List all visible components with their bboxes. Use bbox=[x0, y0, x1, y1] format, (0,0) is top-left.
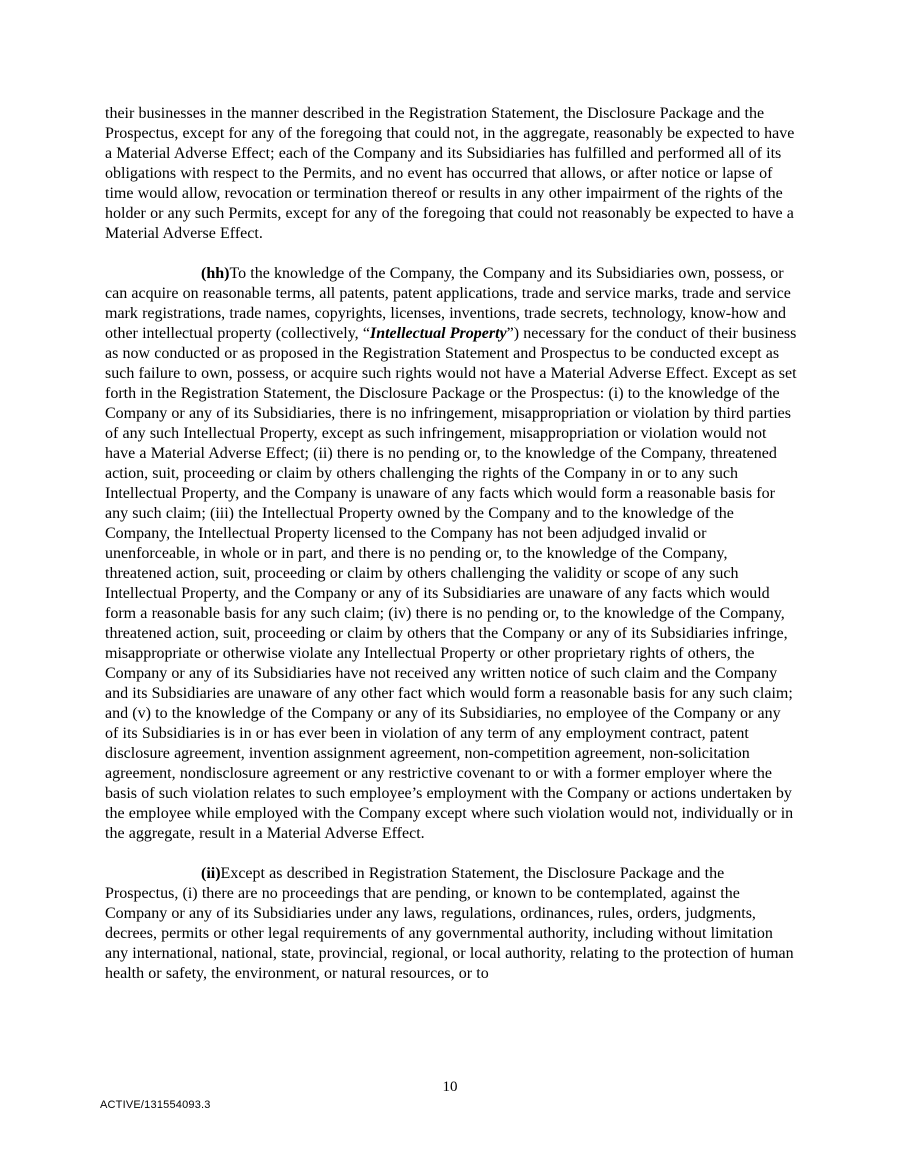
page-number: 10 bbox=[442, 1079, 458, 1095]
footer-document-id: ACTIVE/131554093.3 bbox=[100, 1099, 211, 1111]
text-run: ”) necessary for the conduct of their business as now conducted or as proposed in the Registration Statement and Prospectus to be conducted except as such failure to own, possess, or acquire such rights would not have a Material Adverse Effect. Except as set forth in the Registration Statement, the Disclosure Package or the Prospectus: (i) to the knowledge of the Company or any of its Subsidiaries, there is no infringement, misappropriation or violation by third parties of any such Intellectual Property, except as such infringement, misappropriation or violation would not have a Material Adverse Effect; (ii) there is no pending or, to the knowledge of the Company, threatened action, suit, proceeding or claim by others challenging the rights of the Company in or to any such Intellectual Property, and the Company is unaware of any facts which would form a reasonable basis for any such claim; (iii) the Intellectual Property owned by the Company and to the knowledge of the Company, the Intellectual Property licensed to the Company has not been adjudged invalid or unenforceable, in whole or in part, and there is no pending or, to the knowledge of the Company, threatened action, suit, proceeding or claim by others challenging the validity or scope of any such Intellectual Property, and the Company or any of its Subsidiaries are unaware of any facts which would form a reasonable basis for any such claim; (iv) there is no pending or, to the knowledge of the Company, threatened action, suit, proceeding or claim by others that the Company or any of its Subsidiaries infringe, misappropriate or otherwise violate any Intellectual Property or other proprietary rights of others, the Company or any of its Subsidiaries have not received any written notice of such claim and the Company and its Subsidiaries are unaware of any other fact which would form a reasonable basis for any such claim; and (v) to the knowledge of the Company or any of its Subsidiaries, no employee of the Company or any of its Subsidiaries is in or has ever been in violation of any term of any employment contract, patent disclosure agreement, invention assignment agreement, non-competition agreement, non-solicitation agreement, nondisclosure agreement or any restrictive covenant to or with a former employer where the basis of such violation relates to such employee’s employment with the Company or actions undertaken by the employee while employed with the Company except where such violation would not, individually or in the aggregate, result in a Material Adverse Effect. bbox=[105, 325, 797, 842]
paragraph bbox=[105, 264, 797, 844]
paragraph-label: (ii) bbox=[201, 865, 221, 882]
text-run: Except as described in Registration Statement, the Disclosure Package and the Prospectus, (i) there are no proceedings that are pending, or known to be contemplated, against the Company or any of its Subsidiaries under any laws, regulations, ordinances, rules, orders, judgments, decrees, permits or other legal requirements of any governmental authority, including without limitation any international, national, state, provincial, regional, or local authority, relating to the protection of human health or safety, the environment, or natural resources, or to bbox=[105, 865, 794, 982]
document-body bbox=[105, 104, 797, 1004]
text-run: To the knowledge of the Company, the Company and its Subsidiaries own, possess, or can acquire on reasonable terms, all patents, patent applications, trade and service marks, trade and service mark registrations, trade names, copyrights, licenses, inventions, trade secrets, technology, know-how and other intellectual property (collectively, “ bbox=[105, 265, 791, 342]
text-run: their businesses in the manner described in the Registration Statement, the Disclosure Package and the Prospectus, except for any of the foregoing that could not, in the aggregate, reasonably be expected to have a Material Adverse Effect; each of the Company and its Subsidiaries has fulfilled and performed all of its obligations with respect to the Permits, and no event has occurred that allows, or after notice or lapse of time would allow, revocation or termination thereof or results in any other impairment of the rights of the holder or any such Permits, except for any of the foregoing that could not reasonably be expected to have a Material Adverse Effect. bbox=[105, 105, 795, 242]
paragraph-label: (hh) bbox=[201, 265, 230, 282]
paragraph bbox=[105, 104, 797, 244]
paragraph bbox=[105, 864, 797, 984]
text-run: Intellectual Property bbox=[369, 325, 507, 342]
